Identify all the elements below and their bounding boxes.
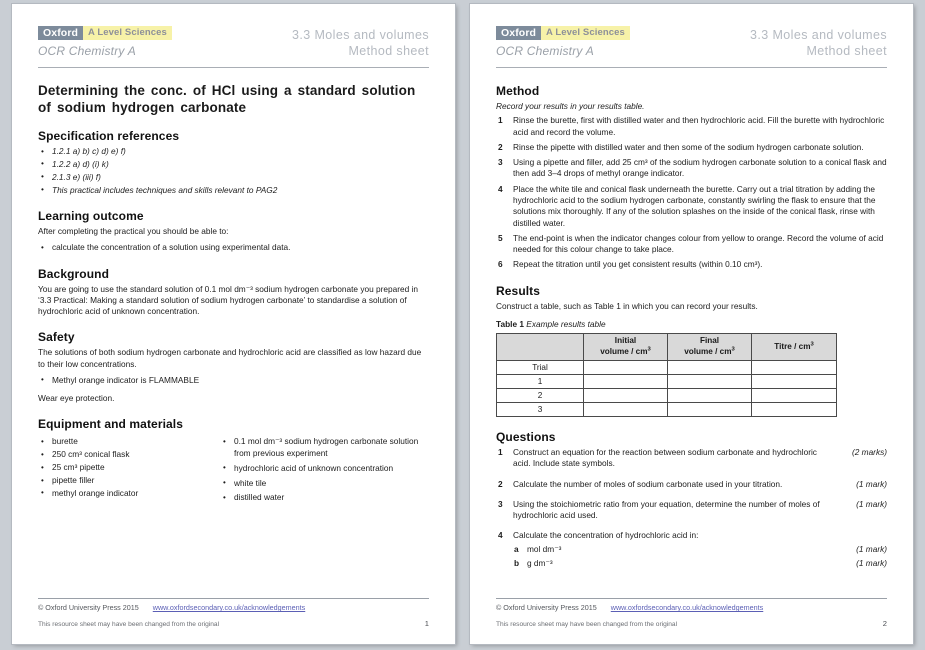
- question-subitem: [513, 558, 887, 569]
- list-item: • 1.2.1 a) b) c) d) e) f): [38, 146, 429, 157]
- list-item: • 0.1 mol dm⁻³ sodium hydrogen carbonate solution from previous experiment: [220, 436, 429, 459]
- oxford-badge: Oxford: [38, 26, 83, 40]
- list-item: • methyl orange indicator: [38, 488, 220, 499]
- question-item: [496, 530, 887, 568]
- step-number: 3: [498, 157, 503, 168]
- question-subitem: [513, 544, 887, 555]
- header-right: [292, 26, 429, 59]
- subitem-letter: a: [514, 543, 519, 554]
- question-text: Calculate the number of moles of sodium carbonate used in your titration.: [513, 478, 783, 489]
- question-marks: (1 mark): [856, 498, 887, 509]
- specification-list: [38, 146, 429, 196]
- list-item: • burette: [38, 436, 220, 447]
- subitem-marks: (1 mark): [856, 557, 887, 568]
- question-marks: [835, 530, 887, 541]
- row-label: 3: [497, 402, 584, 416]
- footer-bottom-line: [496, 619, 887, 628]
- step-text: Rinse the pipette with distilled water and then some of the sodium hydrogen carbonate solution.: [513, 141, 864, 152]
- table-caption: [496, 319, 887, 329]
- table-header: [497, 333, 837, 360]
- section-heading-specification: Specification references: [38, 129, 180, 143]
- row-label: Trial: [497, 360, 584, 374]
- step-text: Using a pipette and filler, add 25 cm³ of the sodium hydrogen carbonate solution to a conical flask and then add 3–4 drops of methyl orange indicator.: [513, 157, 887, 179]
- brand-block: [496, 26, 630, 58]
- section-heading-questions: Questions: [496, 429, 556, 444]
- brand-block: [38, 26, 172, 58]
- column-header-initial-volume: Initial volume / $cm^3$: [584, 333, 668, 360]
- list-item: • 250 cm³ conical flask: [38, 449, 220, 460]
- table-header-row: [497, 333, 837, 360]
- header-right: [750, 26, 887, 59]
- page-number: 1: [424, 619, 429, 628]
- subject-label: OCR Chemistry A: [496, 44, 594, 58]
- cell-initial-volume[interactable]: [584, 374, 668, 388]
- method-steps: [496, 115, 887, 271]
- list-item: • distilled water: [220, 492, 429, 503]
- page-footer: [38, 598, 429, 628]
- step-number: 2: [498, 141, 503, 152]
- page-footer: [496, 598, 887, 628]
- question-row: [513, 499, 887, 522]
- step-number: 1: [498, 115, 503, 126]
- question-text: Construct an equation for the reaction between sodium carbonate and hydrochloric acid. Include state symbols.: [513, 446, 817, 469]
- column-header-final-volume: Final volume / $cm^3$: [668, 333, 752, 360]
- results-intro: Construct a table, such as Table 1 in which you can record your results.: [496, 300, 758, 311]
- question-row: [513, 479, 887, 490]
- safety-text: The solutions of both sodium hydrogen carbonate and hydrochloric acid are classified as low hazard due to their low concentrations.: [38, 347, 422, 369]
- list-item: • Methyl orange indicator is FLAMMABLE: [38, 375, 429, 386]
- question-marks: (2 marks): [851, 446, 887, 457]
- equipment-column-left: [38, 434, 220, 507]
- section-heading-safety: Safety: [38, 330, 75, 345]
- footer-bottom-line: [38, 619, 429, 628]
- table-row: [497, 360, 837, 374]
- equipment-list-right: [220, 436, 429, 504]
- sheet-type-label: Method sheet: [348, 44, 429, 58]
- table-caption-label: Table 1: [496, 318, 524, 329]
- question-number: 3: [498, 498, 503, 509]
- subitem-text: mol dm⁻³: [527, 543, 562, 554]
- cell-titre[interactable]: [752, 402, 837, 416]
- cell-final-volume[interactable]: [668, 388, 752, 402]
- step-number: 5: [498, 232, 503, 243]
- questions-list: [496, 447, 887, 569]
- method-step: [496, 184, 887, 229]
- equipment-list-left: [38, 436, 220, 499]
- equipment-columns: [38, 434, 429, 507]
- question-item: [496, 499, 887, 522]
- row-label: 1: [497, 374, 584, 388]
- footer-divider: [38, 598, 429, 599]
- table-row: [497, 402, 837, 416]
- section-heading-method: Method: [496, 84, 540, 98]
- subitem-marks: (1 mark): [856, 543, 887, 554]
- list-item: • white tile: [220, 478, 429, 489]
- method-step: [496, 157, 887, 180]
- question-subitems: [513, 544, 887, 569]
- list-item: • 1.2.2 a) d) (i) k): [38, 159, 429, 170]
- step-text: Rinse the burette, first with distilled water and then hydrochloric acid. Fill the burette with hydrochloric acid and record the volume.: [513, 115, 885, 137]
- method-step: [496, 115, 887, 138]
- page-header: [496, 26, 887, 59]
- footer-top-line: [38, 603, 429, 612]
- cell-titre[interactable]: [752, 388, 837, 402]
- question-row: [513, 530, 887, 541]
- cell-initial-volume[interactable]: [584, 388, 668, 402]
- step-text: Repeat the titration until you get consistent results (within 0.10 cm³).: [513, 259, 763, 270]
- step-number: 6: [498, 259, 503, 270]
- section-heading-learning-outcome: Learning outcome: [38, 209, 144, 224]
- section-heading-equipment: Equipment and materials: [38, 417, 183, 432]
- cell-initial-volume[interactable]: [584, 360, 668, 374]
- question-number: 4: [498, 530, 503, 541]
- series-badge: A Level Sciences: [541, 26, 630, 40]
- question-text: Calculate the concentration of hydrochloric acid in:: [513, 530, 699, 541]
- header-divider: [496, 67, 887, 68]
- safety-note: Wear eye protection.: [38, 393, 115, 404]
- topic-label: 3.3 Moles and volumes: [292, 28, 429, 42]
- cell-final-volume[interactable]: [668, 360, 752, 374]
- question-item: [496, 447, 887, 470]
- safety-list: [38, 375, 429, 386]
- question-number: 2: [498, 478, 503, 489]
- cell-initial-volume[interactable]: [584, 402, 668, 416]
- page-2: [470, 4, 913, 644]
- oxford-badge: Oxford: [496, 26, 541, 40]
- page-number: 2: [882, 619, 887, 628]
- step-text: The end-point is when the indicator changes colour from yellow to orange. Record the volume of acid needed for this colour change to take place.: [513, 232, 884, 255]
- subitem-letter: b: [514, 557, 520, 568]
- list-item: • 25 cm³ pipette: [38, 462, 220, 473]
- learning-outcome-list: [38, 242, 429, 253]
- method-step: [496, 233, 887, 256]
- acknowledgements-link[interactable]: www.oxfordsecondary.co.uk/acknowledgements: [610, 603, 764, 612]
- table-body: [497, 360, 837, 416]
- method-intro: Record your results in your results table.: [496, 101, 645, 111]
- copyright-text: © Oxford University Press 2015: [38, 603, 139, 612]
- series-badge: A Level Sciences: [83, 26, 172, 40]
- list-item: • This practical includes techniques and skills relevant to PAG2: [38, 185, 429, 196]
- cell-titre[interactable]: [752, 374, 837, 388]
- results-table: [496, 333, 837, 417]
- cell-final-volume[interactable]: [668, 402, 752, 416]
- table-row: [497, 388, 837, 402]
- footer-note: This resource sheet may have been changed from the original: [38, 621, 220, 628]
- subitem-text: g dm⁻³: [527, 557, 553, 568]
- step-number: 4: [498, 183, 503, 194]
- section-heading-background: Background: [38, 266, 110, 281]
- learning-intro: After completing the practical you should be able to:: [38, 226, 229, 237]
- section-heading-results: Results: [496, 283, 541, 298]
- column-header-blank: [497, 333, 584, 360]
- list-item: • hydrochloric acid of unknown concentration: [220, 463, 429, 474]
- list-item: • calculate the concentration of a solution using experimental data.: [38, 242, 429, 253]
- footer-divider: [496, 598, 887, 599]
- background-text: You are going to use the standard solution of 0.1 mol dm⁻³ sodium hydrogen carbonate you prepared in ‘3.3 Practical: Making a standard solution of sodium hydrogen carbonate’ to standardise a solution of hydrochloric acid of unknown concentration.: [38, 283, 418, 317]
- column-header-titre: Titre / $cm^3$: [752, 333, 837, 360]
- page-title: Determining the conc. of HCl using a standard solution of sodium hydrogen carbonate: [38, 83, 416, 115]
- footer-note: This resource sheet may have been changed from the original: [496, 621, 678, 628]
- page-header: [38, 26, 429, 59]
- cell-titre[interactable]: [752, 360, 837, 374]
- brand-logo: [496, 26, 630, 40]
- question-marks: (1 mark): [856, 478, 887, 489]
- row-label: 2: [497, 388, 584, 402]
- method-step: [496, 142, 887, 153]
- sheet-type-label: Method sheet: [806, 44, 887, 58]
- question-number: 1: [498, 446, 503, 457]
- list-item: • pipette filler: [38, 475, 220, 486]
- topic-label: 3.3 Moles and volumes: [750, 28, 887, 42]
- subitem-row: [527, 558, 887, 569]
- list-item: • 2.1.3 e) (iii) f): [38, 172, 429, 183]
- step-text: Place the white tile and conical flask underneath the burette. Carry out a trial titration by adding the hydrochloric acid to the sodium hydrogen carbonate, constantly swirling the flask to ensure that the solutions mix thoroughly. If any of the solution splashes on the inside of the conical flask, rinse with distilled water.: [513, 183, 876, 228]
- brand-logo: [38, 26, 172, 40]
- table-caption-text: Example results table: [526, 318, 606, 329]
- table-row: [497, 374, 837, 388]
- method-step: [496, 259, 887, 270]
- question-item: [496, 479, 887, 490]
- page-1: [12, 4, 455, 644]
- subject-label: OCR Chemistry A: [38, 44, 136, 58]
- cell-final-volume[interactable]: [668, 374, 752, 388]
- subitem-row: [527, 544, 887, 555]
- equipment-column-right: [220, 434, 429, 507]
- copyright-text: © Oxford University Press 2015: [496, 603, 597, 612]
- acknowledgements-link[interactable]: www.oxfordsecondary.co.uk/acknowledgements: [152, 603, 306, 612]
- footer-top-line: [496, 603, 887, 612]
- header-divider: [38, 67, 429, 68]
- question-row: [513, 447, 887, 470]
- question-text: Using the stoichiometric ratio from your equation, determine the number of moles of hydrochloric acid used.: [513, 498, 820, 521]
